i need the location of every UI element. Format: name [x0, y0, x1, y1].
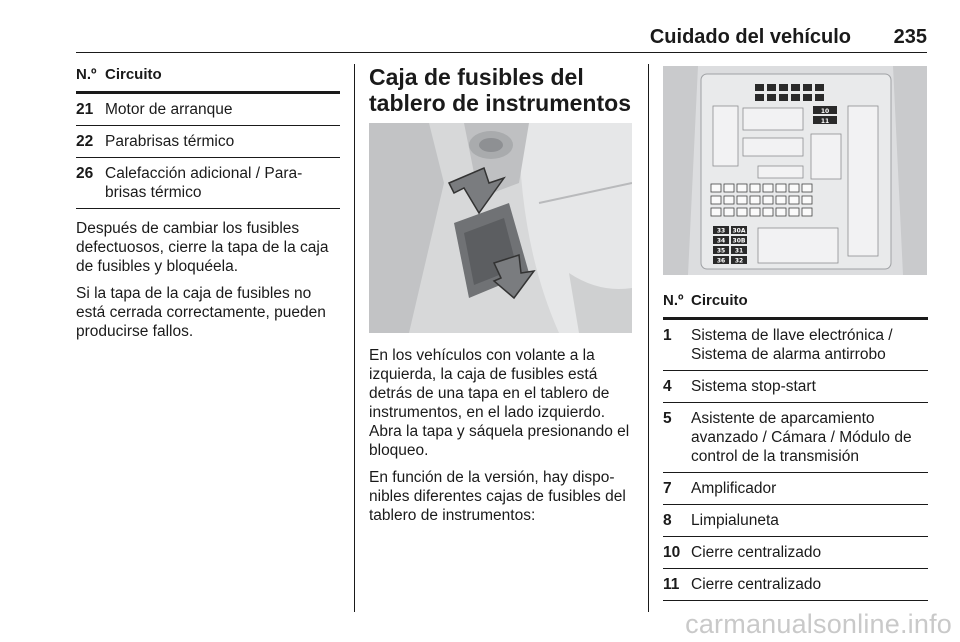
paragraph: Si la tapa de la caja de fusibles no está cerrada correctamente, pueden producirse fallos. — [76, 285, 326, 340]
table-row — [663, 473, 928, 505]
row-number: 10 — [663, 544, 681, 561]
row-number: 5 — [663, 410, 672, 427]
paragraph: Después de cambiar los fusibles defectuosos, cierre la tapa de la caja de fusibles y bloquéela. — [76, 220, 329, 275]
fuse-label: 36 — [716, 257, 726, 265]
row-text: Motor de arranque — [105, 101, 233, 118]
row-text: Cierre centralizado — [691, 544, 822, 561]
row-number: 8 — [663, 512, 672, 529]
row-number: 26 — [76, 165, 94, 182]
page-number: 235 — [893, 26, 927, 48]
row-text: Sistema stop-start — [691, 378, 816, 395]
table-row — [663, 320, 928, 371]
fuse-label: 33 — [716, 227, 726, 235]
row-text: Asistente de aparcamiento avanzado / Cámara / Módulo de control de la transmisión — [691, 410, 912, 465]
fuse-label: 32 — [734, 257, 744, 265]
table-row — [663, 403, 928, 473]
table-row — [76, 126, 340, 158]
fuse-label: 31 — [734, 247, 744, 255]
fuse-label: 34 — [716, 237, 726, 245]
table-header-circuit: Circuito — [691, 292, 748, 309]
row-number: 11 — [663, 576, 680, 593]
table-header-circuit: Circuito — [105, 66, 162, 83]
table-row — [76, 94, 340, 126]
row-number: 22 — [76, 133, 94, 150]
row-number: 7 — [663, 480, 672, 497]
row-text: Limpialuneta — [691, 512, 779, 529]
column-divider — [648, 64, 649, 612]
fuse-label: 30A — [732, 227, 746, 235]
left-column — [76, 64, 340, 349]
left-table-header — [76, 64, 340, 94]
row-number: 4 — [663, 378, 672, 395]
right-table-header — [663, 290, 928, 320]
table-row — [663, 537, 928, 569]
row-number: 21 — [76, 101, 94, 118]
fuse-label: 11 — [820, 118, 830, 125]
row-number: 1 — [663, 327, 672, 344]
table-row — [663, 505, 928, 537]
header-title: Cuidado del vehículo — [649, 26, 851, 48]
table-row — [663, 371, 928, 403]
fuse-label: 30B — [732, 237, 746, 245]
row-text: Amplificador — [691, 480, 777, 497]
dashboard-cover-illustration — [369, 123, 632, 333]
paragraph: En función de la versión, hay dispo-nibles diferentes cajas de fusibles del tablero de instrumentos: — [369, 469, 626, 524]
middle-text — [369, 346, 633, 533]
table-header-number: N.º — [663, 292, 684, 309]
table-row — [663, 569, 928, 601]
row-text: Parabrisas térmico — [105, 133, 235, 150]
page-header — [76, 26, 927, 53]
watermark: carmanualsonline.info — [685, 609, 952, 639]
row-text: Cierre centralizado — [691, 576, 822, 593]
fuse-label: 35 — [716, 247, 726, 255]
right-column — [663, 290, 928, 601]
paragraph: En los vehículos con volante a la izquierda, la caja de fusibles está detrás de una tapa en el tablero de instrumentos, en el lado izquierdo. Abra la tapa y sáquela presionando el bloqueo. — [369, 347, 630, 459]
column-divider — [354, 64, 355, 612]
fuse-box-illustration — [663, 66, 927, 275]
row-text: Sistema de llave electrónica / Sistema de alarma antirrobo — [691, 327, 893, 363]
table-header-number: N.º — [76, 66, 97, 83]
section-title: Caja de fusibles del tablero de instrumentos — [369, 64, 631, 116]
row-text: Calefacción adicional / Para-brisas térmico — [105, 165, 303, 201]
fuse-label: 10 — [820, 108, 830, 115]
table-row — [76, 158, 340, 209]
